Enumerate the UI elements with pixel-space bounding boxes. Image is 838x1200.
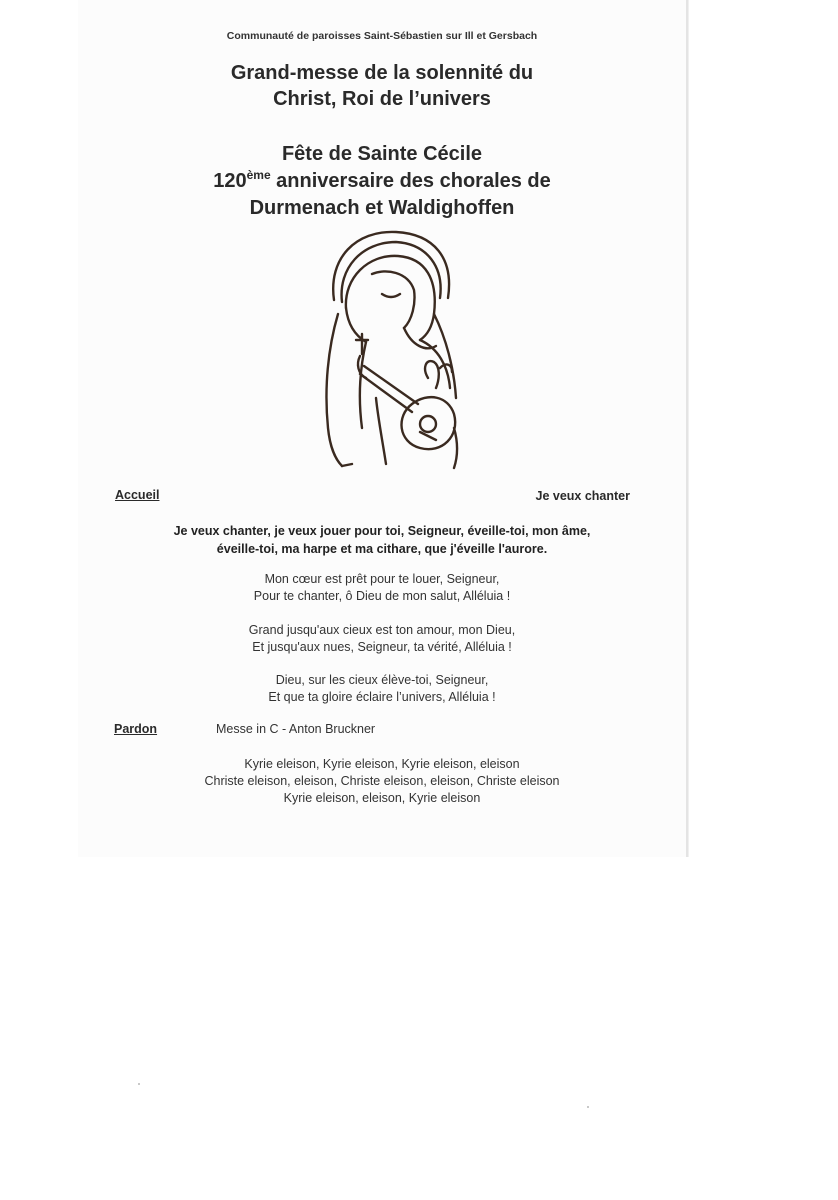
- verse-3-line-2: Et que ta gloire éclaire l’univers, Alléluia !: [268, 689, 496, 704]
- accueil-verse-1: [78, 571, 686, 604]
- refrain-line-2: éveille-toi, ma harpe et ma cithare, que j'éveille l'aurore.: [216, 542, 548, 556]
- feast-line-2: [78, 168, 686, 195]
- mass-title: [78, 60, 686, 112]
- kyrie-text: [78, 756, 686, 807]
- scan-speck: [138, 1083, 140, 1085]
- verse-3-line-1: Dieu, sur les cieux élève-toi, Seigneur,: [275, 673, 489, 687]
- pardon-mass-name: Messe in C - Anton Bruckner: [216, 722, 376, 736]
- feast-line-1: Fête de Sainte Cécile: [281, 143, 483, 165]
- program-sheet: [78, 0, 688, 857]
- section-accueil-label: Accueil: [115, 488, 160, 502]
- kyrie-line-2: Christe eleison, eleison, Christe eleison, eleison, Christe eleison: [204, 774, 560, 788]
- kyrie-line-3: Kyrie eleison, eleison, Kyrie eleison: [283, 791, 481, 805]
- parish-name: Communauté de paroisses Saint-Sébastien sur Ill et Gersbach: [226, 30, 538, 42]
- accueil-song-title: Je veux chanter: [535, 489, 630, 503]
- scan-speck: [587, 1106, 589, 1108]
- mass-title-line-2: Christ, Roi de l’univers: [273, 88, 491, 110]
- feast-line-3: Durmenach et Waldighoffen: [249, 197, 515, 219]
- verse-2-line-1: Grand jusqu'aux cieux est ton amour, mon Dieu,: [248, 623, 516, 637]
- kyrie-line-1: Kyrie eleison, Kyrie eleison, Kyrie eleison, eleison: [244, 757, 520, 771]
- accueil-refrain: [78, 522, 686, 558]
- accueil-verse-3: [78, 672, 686, 705]
- verse-1-line-1: Mon cœur est prêt pour te louer, Seigneur,: [264, 572, 500, 586]
- verse-2-line-2: Et jusqu'aux nues, Seigneur, ta vérité, Alléluia !: [252, 639, 512, 654]
- refrain-line-1: Je veux chanter, je veux jouer pour toi, Seigneur, éveille-toi, mon âme,: [173, 524, 591, 538]
- anniversary-text: anniversaire des chorales de: [270, 170, 551, 192]
- anniversary-number: 120: [213, 170, 247, 192]
- mass-title-line-1: Grand-messe de la solennité du: [230, 62, 534, 84]
- accueil-verse-2: [78, 622, 686, 655]
- saint-cecile-with-lute-drawing: [316, 228, 476, 470]
- section-pardon-label: Pardon: [114, 722, 158, 736]
- verse-1-line-2: Pour te chanter, ô Dieu de mon salut, Alléluia !: [253, 588, 511, 603]
- feast-title: [78, 141, 686, 222]
- anniversary-suffix: ème: [246, 168, 271, 182]
